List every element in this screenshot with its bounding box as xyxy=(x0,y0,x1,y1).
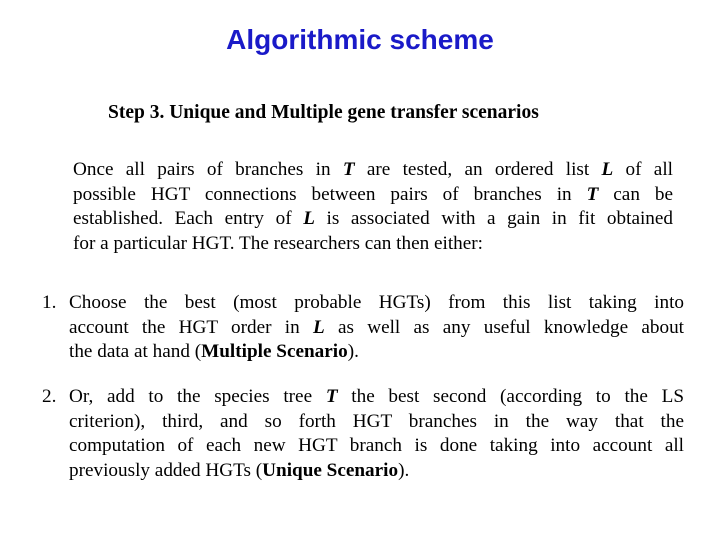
text-run: is associated with a gain in fit obtained xyxy=(314,208,674,230)
text-run: computation of each new HGT branch is done taking into account all xyxy=(69,435,684,457)
list-item xyxy=(38,291,684,365)
text-run: account the HGT order in xyxy=(69,316,313,338)
text-run: Choose the best (most probable HGTs) from this list taking into xyxy=(69,292,684,313)
variable-symbol: T xyxy=(586,183,599,205)
text-line xyxy=(69,316,684,341)
text-run: established. Each entry of xyxy=(73,208,304,230)
text-line xyxy=(69,434,684,459)
variable-symbol: T xyxy=(342,159,355,180)
step-heading xyxy=(108,98,708,128)
text-run: possible HGT connections between pairs of branches in xyxy=(73,183,587,205)
text-line xyxy=(69,459,684,484)
text-line xyxy=(73,183,673,208)
variable-symbol: L xyxy=(312,316,325,338)
slide-title: Algorithmic scheme xyxy=(226,24,494,55)
list-item-body xyxy=(69,291,684,365)
text-run: criterion), third, and so forth HGT branches in the way that the xyxy=(69,410,684,432)
text-run: the best second (according to the LS xyxy=(337,386,684,407)
text-line xyxy=(69,340,684,365)
intro-paragraph xyxy=(73,158,673,257)
list-marker: 1. xyxy=(42,292,57,313)
list-item-body xyxy=(69,385,684,484)
emphasis-term: Unique Scenario xyxy=(262,460,399,482)
scenario-list xyxy=(38,291,684,365)
list-marker: 2. xyxy=(42,386,57,407)
text-line xyxy=(73,158,673,183)
variable-symbol: L xyxy=(601,159,614,180)
text-line xyxy=(73,232,673,257)
scenario-list-item-2 xyxy=(38,385,684,484)
text-run: are tested, an ordered list xyxy=(354,159,602,180)
text-line xyxy=(69,291,684,316)
text-run: ). xyxy=(398,460,410,482)
variable-symbol: L xyxy=(303,208,315,230)
text-line xyxy=(73,207,673,232)
text-run: of all xyxy=(613,159,673,180)
text-line xyxy=(69,410,684,435)
text-run: ). xyxy=(347,341,359,363)
list-item xyxy=(38,385,684,484)
step-text: Unique and Multiple gene transfer scenarios xyxy=(164,102,539,123)
text-line xyxy=(69,385,684,410)
text-run: previously added HGTs ( xyxy=(69,460,263,482)
step-label: Step 3 xyxy=(108,102,160,123)
text-run: Once all pairs of branches in xyxy=(73,159,343,180)
text-run: can be xyxy=(598,183,673,205)
step-separator: . xyxy=(159,102,165,123)
emphasis-term: Multiple Scenario xyxy=(201,341,348,363)
variable-symbol: T xyxy=(325,386,338,407)
text-run: for a particular HGT. The researchers can then either: xyxy=(73,233,484,255)
text-run: Or, add to the species tree xyxy=(69,386,326,407)
text-run: as well as any useful knowledge about xyxy=(324,316,684,338)
text-run: the data at hand ( xyxy=(69,341,202,363)
